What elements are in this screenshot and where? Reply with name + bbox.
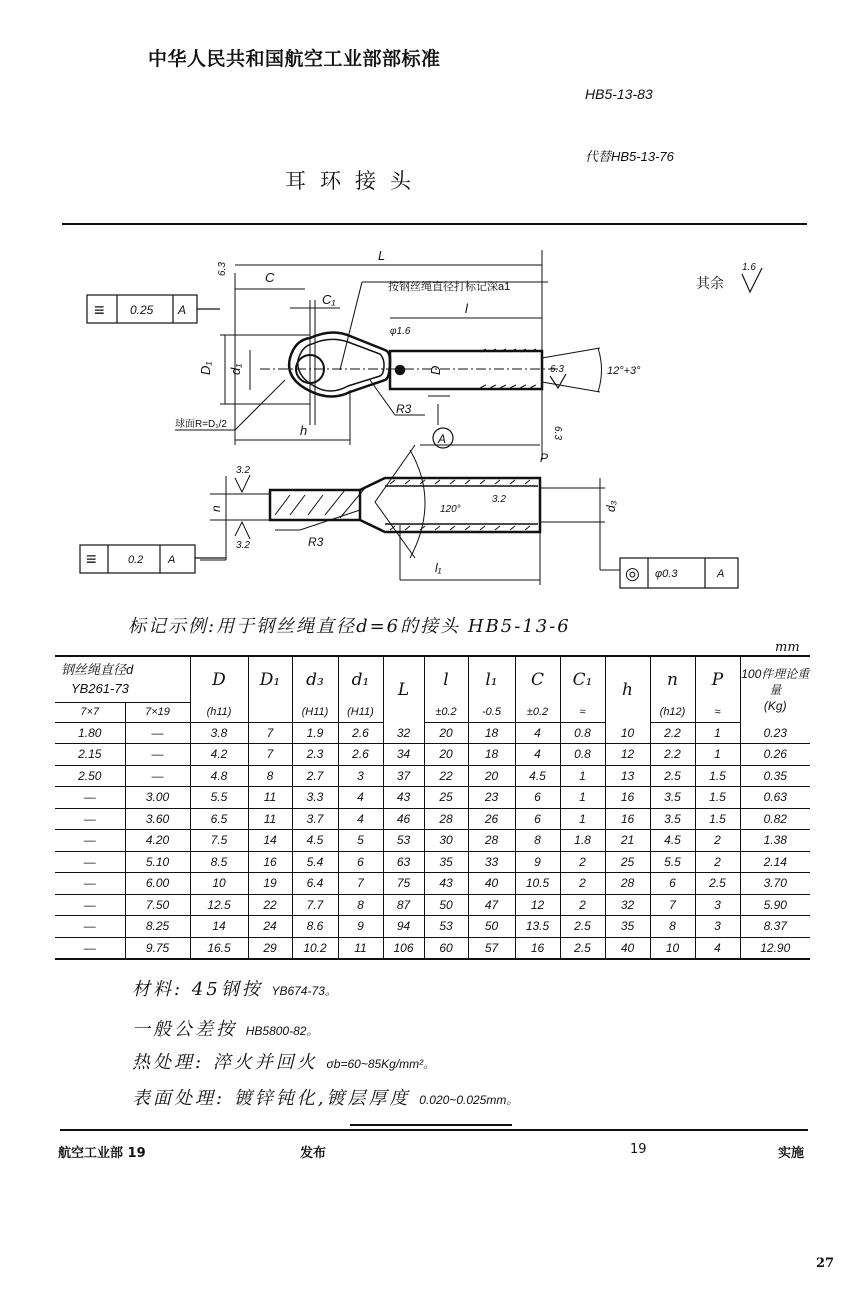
table-cell: 8.37	[740, 916, 810, 938]
header-D: D	[190, 656, 248, 702]
notes-divider	[350, 1124, 512, 1126]
table-cell: 7	[248, 722, 292, 744]
table-cell: 4	[338, 808, 383, 830]
table-cell: 9.75	[125, 937, 190, 959]
header-D1: D₁	[248, 656, 292, 702]
table-row	[55, 894, 810, 916]
table-cell: 5.4	[292, 851, 338, 873]
table-cell: 3.5	[650, 808, 695, 830]
svg-text:R3: R3	[308, 535, 324, 549]
svg-text:1.6: 1.6	[742, 262, 756, 273]
table-cell: 40	[605, 937, 650, 959]
svg-text:其余: 其余	[696, 275, 724, 291]
table-cell: 2	[560, 851, 605, 873]
replaces-standard: 代替HB5-13-76	[585, 149, 674, 164]
table-cell: 46	[383, 808, 424, 830]
table-cell: 4	[515, 744, 560, 766]
footer-issuer: 航空工业部 19	[58, 1146, 146, 1161]
header-weight-label: 100件理论重量	[741, 666, 810, 697]
table-cell: 22	[424, 765, 468, 787]
table-cell: 0.8	[560, 722, 605, 744]
table-row	[55, 937, 810, 959]
table-cell: 14	[248, 830, 292, 852]
standard-number: HB5-13-83	[585, 86, 653, 102]
table-cell: 43	[424, 873, 468, 895]
svg-text:≡: ≡	[86, 549, 97, 569]
table-cell: 12	[605, 744, 650, 766]
table-cell: 2.5	[695, 873, 740, 895]
table-cell: 6	[515, 808, 560, 830]
table-cell: 12.5	[190, 894, 248, 916]
table-cell: 1.5	[695, 787, 740, 809]
table-cell: 6.00	[125, 873, 190, 895]
table-cell: 47	[468, 894, 515, 916]
table-cell: —	[55, 830, 125, 852]
table-cell: 1.8	[560, 830, 605, 852]
table-cell: 24	[248, 916, 292, 938]
table-cell: 3.8	[190, 722, 248, 744]
table-cell: 14	[190, 916, 248, 938]
table-cell: 8	[515, 830, 560, 852]
table-cell: 2.5	[560, 916, 605, 938]
tol-n: (h12)	[650, 702, 695, 722]
svg-text:6.3: 6.3	[217, 262, 228, 276]
header-weight-unit: (Kg)	[763, 698, 787, 713]
table-cell: 11	[248, 787, 292, 809]
table-cell: 5.5	[190, 787, 248, 809]
note-tolerance	[132, 1015, 318, 1041]
table-cell: 20	[424, 744, 468, 766]
table-cell: 1.38	[740, 830, 810, 852]
table-cell: 23	[468, 787, 515, 809]
table-cell: 3.3	[292, 787, 338, 809]
tol-C1: ≈	[560, 702, 605, 722]
table-cell: 2.3	[292, 744, 338, 766]
table-cell: 1	[695, 744, 740, 766]
table-cell: 6	[338, 851, 383, 873]
table-cell: 1	[695, 722, 740, 744]
table-cell: 4.5	[650, 830, 695, 852]
table-row	[55, 851, 810, 873]
table-cell: 7	[650, 894, 695, 916]
table-cell: 16	[605, 787, 650, 809]
table-cell: 8.5	[190, 851, 248, 873]
table-cell: 2	[695, 851, 740, 873]
marking-example: 标记示例:用于钢丝绳直径d=6的接头 HB5-13-6	[128, 616, 571, 637]
table-cell: 12	[515, 894, 560, 916]
table-cell: 2	[695, 830, 740, 852]
note-heat-treatment	[132, 1048, 435, 1074]
table-cell: —	[55, 851, 125, 873]
svg-text:C: C	[265, 270, 275, 285]
table-cell: 6	[515, 787, 560, 809]
tolerance-label: 一般公差按	[132, 1019, 237, 1040]
table-cell: 87	[383, 894, 424, 916]
dimension-table	[55, 655, 810, 960]
svg-text:φ1.6: φ1.6	[390, 326, 411, 337]
table-cell: 0.82	[740, 808, 810, 830]
svg-text:D₁: D₁	[198, 361, 213, 375]
table-row	[55, 744, 810, 766]
table-cell: 1	[560, 808, 605, 830]
tol-l: ±0.2	[424, 702, 468, 722]
table-cell: 30	[424, 830, 468, 852]
header-d1: d₁	[338, 656, 383, 702]
table-row	[55, 722, 810, 744]
footer-year: 19	[630, 1142, 647, 1157]
table-cell: —	[55, 937, 125, 959]
svg-text:3.2: 3.2	[236, 465, 250, 476]
table-cell: 18	[468, 722, 515, 744]
table-row	[55, 808, 810, 830]
svg-text:12°+3°: 12°+3°	[607, 365, 641, 377]
table-cell: 3	[695, 894, 740, 916]
table-cell: 106	[383, 937, 424, 959]
table-cell: 8	[338, 894, 383, 916]
header-C1: C₁	[560, 656, 605, 702]
table-cell: —	[55, 916, 125, 938]
header-d3: d₃	[292, 656, 338, 702]
table-cell: 6	[650, 873, 695, 895]
table-cell: 5.10	[125, 851, 190, 873]
table-cell: 32	[383, 722, 424, 744]
header-h: h	[605, 656, 650, 722]
table-cell: 40	[468, 873, 515, 895]
table-row	[55, 765, 810, 787]
table-cell: 18	[468, 744, 515, 766]
header-rope-diameter	[55, 656, 190, 702]
svg-text:h: h	[300, 423, 308, 438]
table-cell: 5.5	[650, 851, 695, 873]
table-cell: 10	[650, 937, 695, 959]
table-cell: 7	[248, 744, 292, 766]
table-cell: 25	[424, 787, 468, 809]
svg-text:3.2: 3.2	[236, 540, 250, 551]
table-row	[55, 916, 810, 938]
svg-text:0.25: 0.25	[130, 303, 154, 317]
header-l: l	[424, 656, 468, 702]
svg-text:球面R=D₁/2: 球面R=D₁/2	[175, 419, 227, 430]
footer-divider	[60, 1129, 808, 1131]
table-cell: 7	[338, 873, 383, 895]
table-cell: 50	[424, 894, 468, 916]
table-cell: 35	[605, 916, 650, 938]
tol-l1: -0.5	[468, 702, 515, 722]
svg-text:A: A	[178, 303, 187, 317]
dim-L: L	[378, 248, 386, 263]
header-l1: l₁	[468, 656, 515, 702]
header-rope-label: 钢丝绳直径d	[61, 662, 134, 678]
table-cell: 10.2	[292, 937, 338, 959]
tolerance-std: HB5800-82。	[245, 1024, 319, 1038]
svg-text:D: D	[428, 365, 443, 375]
table-cell: 2.6	[338, 744, 383, 766]
document-title: 耳环接头	[285, 169, 425, 193]
header-P: P	[695, 656, 740, 702]
table-cell: 2.2	[650, 722, 695, 744]
svg-text:φ0.3: φ0.3	[655, 568, 678, 580]
tol-P: ≈	[695, 702, 740, 722]
note-surface-treatment	[132, 1084, 518, 1110]
svg-text:A: A	[438, 432, 447, 446]
heat-method: 淬火并回火	[212, 1052, 318, 1073]
table-cell: 8	[248, 765, 292, 787]
svg-text:R3: R3	[396, 402, 412, 416]
table-cell: —	[125, 765, 190, 787]
table-cell: 4	[338, 787, 383, 809]
heat-label: 热处理:	[132, 1052, 205, 1073]
table-cell: 2.6	[338, 722, 383, 744]
table-cell: 10.5	[515, 873, 560, 895]
table-cell: 1.9	[292, 722, 338, 744]
table-cell: —	[125, 722, 190, 744]
footer-effective: 实施	[778, 1146, 805, 1161]
svg-text:l: l	[465, 301, 468, 316]
table-cell: 4.5	[292, 830, 338, 852]
svg-text:A: A	[168, 554, 176, 566]
header-L: L	[383, 656, 424, 722]
table-cell: 5.90	[740, 894, 810, 916]
table-row	[55, 787, 810, 809]
table-cell: 1	[560, 765, 605, 787]
surface-method: 镀锌钝化,镀层厚度	[233, 1088, 411, 1109]
header-7x7: 7×7	[55, 702, 125, 722]
svg-text:6.3: 6.3	[550, 364, 564, 375]
table-cell: 6.5	[190, 808, 248, 830]
table-cell: 16	[515, 937, 560, 959]
footer-issued: 发布	[300, 1146, 327, 1161]
table-cell: 28	[468, 830, 515, 852]
table-cell: 53	[424, 916, 468, 938]
table-cell: 0.63	[740, 787, 810, 809]
header-C: C	[515, 656, 560, 702]
table-cell: 0.26	[740, 744, 810, 766]
svg-text:C₁: C₁	[322, 292, 336, 307]
table-cell: 6.4	[292, 873, 338, 895]
table-cell: 29	[248, 937, 292, 959]
table-cell: 20	[468, 765, 515, 787]
table-cell: 11	[338, 937, 383, 959]
svg-text:120°: 120°	[440, 504, 461, 515]
svg-text:0.2: 0.2	[128, 554, 144, 566]
standard-header-title: 中华人民共和国航空工业部部标准	[148, 48, 441, 70]
table-cell: 53	[383, 830, 424, 852]
table-cell: 50	[468, 916, 515, 938]
table-cell: 8.25	[125, 916, 190, 938]
table-cell: 8	[650, 916, 695, 938]
table-cell: 3.5	[650, 787, 695, 809]
table-row	[55, 873, 810, 895]
svg-text:d₃: d₃	[604, 500, 618, 512]
table-cell: 19	[248, 873, 292, 895]
table-cell: 43	[383, 787, 424, 809]
table-cell: 13.5	[515, 916, 560, 938]
header-n: n	[650, 656, 695, 702]
svg-text:n: n	[209, 505, 223, 512]
table-cell: 3.7	[292, 808, 338, 830]
tol-d1: (H11)	[338, 702, 383, 722]
svg-text:d₁: d₁	[228, 363, 243, 375]
table-cell: —	[55, 873, 125, 895]
table-cell: 33	[468, 851, 515, 873]
table-cell: 1.80	[55, 722, 125, 744]
table-body	[55, 722, 810, 959]
header-rope-std: YB261-73	[71, 681, 129, 697]
tol-D1	[248, 702, 292, 722]
table-cell: 28	[424, 808, 468, 830]
table-cell: 20	[424, 722, 468, 744]
table-cell: 4.2	[190, 744, 248, 766]
table-cell: 16	[605, 808, 650, 830]
table-cell: 4.20	[125, 830, 190, 852]
page-number: 27	[816, 1256, 835, 1271]
table-cell: 2.7	[292, 765, 338, 787]
table-cell: 2	[560, 894, 605, 916]
table-cell: 1.5	[695, 808, 740, 830]
table-cell: 57	[468, 937, 515, 959]
table-cell: 2.15	[55, 744, 125, 766]
table-cell: 60	[424, 937, 468, 959]
svg-text:◎: ◎	[625, 564, 640, 583]
svg-text:3.2: 3.2	[492, 494, 506, 505]
tol-C: ±0.2	[515, 702, 560, 722]
table-cell: —	[125, 744, 190, 766]
header-weight	[740, 656, 810, 722]
table-cell: —	[55, 808, 125, 830]
table-cell: 9	[338, 916, 383, 938]
tol-D: (h11)	[190, 702, 248, 722]
header-divider	[62, 223, 807, 225]
table-cell: 25	[605, 851, 650, 873]
table-cell: 10	[190, 873, 248, 895]
table-cell: 11	[248, 808, 292, 830]
top-view	[289, 332, 542, 396]
surface-value: 0.020~0.025mm。	[419, 1093, 519, 1107]
table-row	[55, 830, 810, 852]
table-cell: 9	[515, 851, 560, 873]
table-cell: 2.5	[650, 765, 695, 787]
table-cell: 0.8	[560, 744, 605, 766]
table-cell: 3.00	[125, 787, 190, 809]
material-label: 材料:	[132, 979, 184, 1000]
material-value: 45钢按	[191, 979, 263, 1000]
table-cell: 4.8	[190, 765, 248, 787]
table-cell: 16	[248, 851, 292, 873]
table-cell: 3.70	[740, 873, 810, 895]
table-cell: 4	[695, 937, 740, 959]
table-cell: 32	[605, 894, 650, 916]
svg-text:6.3: 6.3	[552, 426, 563, 440]
svg-text:A: A	[717, 568, 725, 580]
table-cell: 21	[605, 830, 650, 852]
table-cell: 7.5	[190, 830, 248, 852]
table-cell: 16.5	[190, 937, 248, 959]
table-cell: 26	[468, 808, 515, 830]
table-cell: 35	[424, 851, 468, 873]
table-cell: 2	[560, 873, 605, 895]
technical-drawing	[60, 240, 820, 610]
table-cell: 3	[695, 916, 740, 938]
header-7x19: 7×19	[125, 702, 190, 722]
table-cell: 0.23	[740, 722, 810, 744]
table-cell: 10	[605, 722, 650, 744]
table-cell: 5	[338, 830, 383, 852]
svg-text:按钢丝绳直径打标记深a1: 按钢丝绳直径打标记深a1	[388, 281, 511, 293]
table-cell: 28	[605, 873, 650, 895]
table-cell: 4	[515, 722, 560, 744]
table-cell: 22	[248, 894, 292, 916]
table-cell: 2.50	[55, 765, 125, 787]
table-cell: 8.6	[292, 916, 338, 938]
note-material	[132, 975, 337, 1001]
table-cell: 7.50	[125, 894, 190, 916]
table-cell: 4.5	[515, 765, 560, 787]
table-cell: 94	[383, 916, 424, 938]
table-cell: 34	[383, 744, 424, 766]
surface-label: 表面处理:	[132, 1088, 226, 1109]
table-cell: 13	[605, 765, 650, 787]
svg-text:l₁: l₁	[435, 561, 442, 575]
table-cell: 3	[338, 765, 383, 787]
table-cell: 2.5	[560, 937, 605, 959]
table-cell: 75	[383, 873, 424, 895]
material-std: YB674-73。	[271, 984, 337, 998]
svg-text:P: P	[540, 451, 549, 465]
heat-value: σb=60~85Kg/mm²。	[326, 1057, 436, 1071]
table-cell: 1	[560, 787, 605, 809]
table-cell: 12.90	[740, 937, 810, 959]
table-cell: 7.7	[292, 894, 338, 916]
tol-d3: (H11)	[292, 702, 338, 722]
table-cell: 0.35	[740, 765, 810, 787]
table-cell: 1.5	[695, 765, 740, 787]
table-cell: 2.14	[740, 851, 810, 873]
svg-text:≡: ≡	[94, 300, 105, 320]
table-cell: —	[55, 894, 125, 916]
table-cell: 37	[383, 765, 424, 787]
table-cell: —	[55, 787, 125, 809]
unit-label: mm	[775, 640, 800, 655]
table-cell: 63	[383, 851, 424, 873]
table-cell: 3.60	[125, 808, 190, 830]
table-cell: 2.2	[650, 744, 695, 766]
